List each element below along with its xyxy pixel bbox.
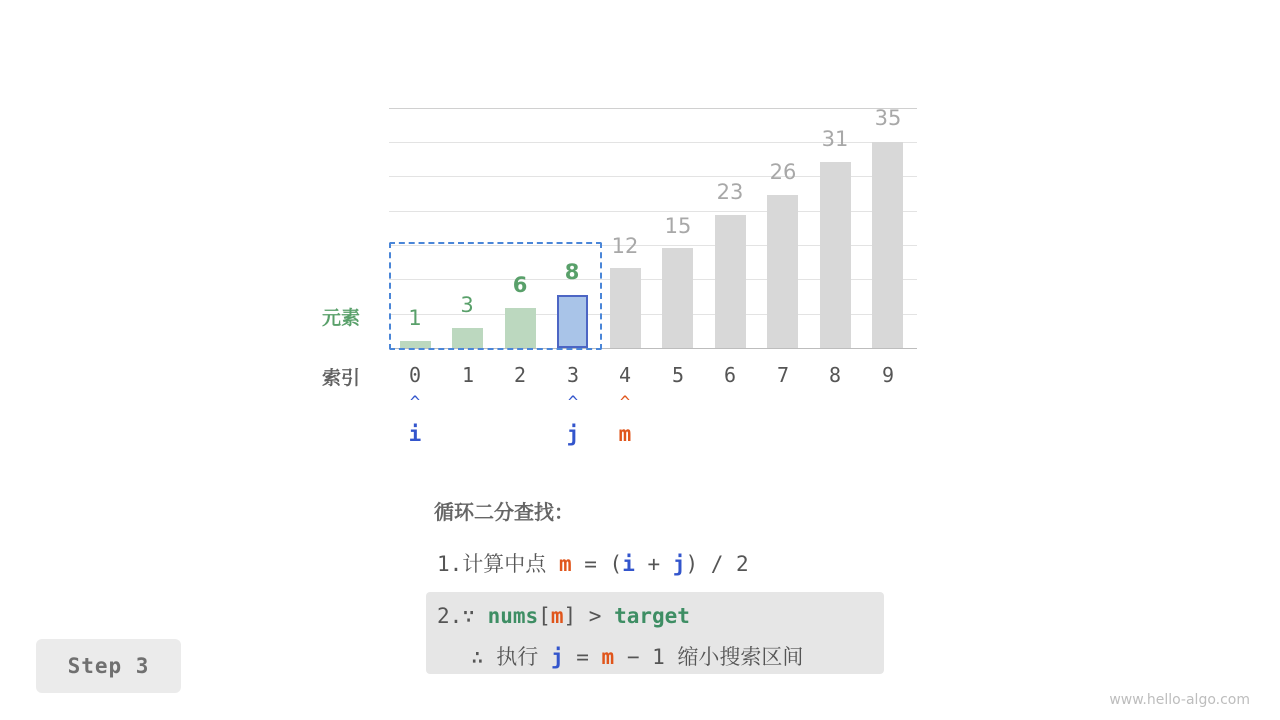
target-identifier: target: [614, 604, 690, 628]
bar-6: [715, 215, 746, 348]
bar-value-9: 35: [874, 106, 902, 130]
bar-8: [820, 162, 851, 348]
pointer-label-i: i: [408, 422, 422, 446]
step-1-number: 1.: [437, 552, 463, 576]
index-tick-9: 9: [881, 363, 895, 387]
therefore-symbol: ∴: [471, 645, 497, 669]
index-axis-label: 索引: [322, 367, 361, 389]
var-j: j: [550, 645, 564, 669]
watermark: www.hello-algo.com: [1109, 692, 1250, 708]
bar-chart: [389, 108, 917, 348]
comparison-operator: >: [576, 604, 615, 628]
nums-identifier: nums: [487, 604, 539, 628]
bar-value-6: 23: [716, 180, 744, 204]
step-1-text-a: 计算中点: [462, 552, 559, 576]
bar-5: [662, 248, 693, 348]
pointer-label-m: m: [618, 422, 632, 446]
bar-value-4: 12: [611, 234, 639, 258]
var-m: m: [550, 604, 564, 628]
step-1-text-c: ) / 2: [685, 552, 749, 576]
bar-value-1: 3: [460, 293, 474, 317]
assign-operator: =: [563, 645, 602, 669]
bracket-open: [: [538, 604, 551, 628]
because-symbol: ∵: [462, 604, 488, 628]
bar-9: [872, 142, 903, 348]
pointer-caret-i: ^: [409, 393, 421, 413]
bar-value-0: 1: [408, 306, 422, 330]
index-tick-3: 3: [566, 363, 580, 387]
bar-value-3: 8: [564, 260, 580, 284]
pointer-label-j: j: [566, 422, 580, 446]
index-tick-2: 2: [513, 363, 527, 387]
step-2-line-1: [437, 604, 690, 628]
pointer-caret-m: ^: [619, 393, 631, 413]
step-1-text-b: = (: [571, 552, 623, 576]
bar-7: [767, 195, 798, 348]
bar-value-8: 31: [821, 127, 849, 151]
shrink-range-text: 缩小搜索区间: [677, 645, 804, 669]
bar-value-5: 15: [664, 214, 692, 238]
gridline: [389, 108, 917, 109]
minus-one: − 1: [614, 645, 678, 669]
bar-4: [610, 268, 641, 348]
step-2-number: 2.: [437, 604, 463, 628]
pointer-caret-j: ^: [567, 393, 579, 413]
index-tick-5: 5: [671, 363, 685, 387]
index-tick-1: 1: [461, 363, 475, 387]
step-2-line-2: [471, 641, 803, 671]
var-m: m: [601, 645, 615, 669]
index-tick-6: 6: [723, 363, 737, 387]
caption-title: 循环二分查找：: [434, 500, 574, 524]
bar-value-2: 6: [512, 273, 528, 297]
step-1-line: [437, 548, 749, 578]
index-tick-7: 7: [776, 363, 790, 387]
var-m: m: [558, 552, 572, 576]
index-tick-4: 4: [618, 363, 632, 387]
index-tick-8: 8: [828, 363, 842, 387]
bracket-close: ]: [563, 604, 577, 628]
step-badge: Step 3: [36, 639, 181, 693]
var-i: i: [622, 552, 635, 576]
index-tick-0: 0: [408, 363, 422, 387]
var-j: j: [672, 552, 686, 576]
bar-value-7: 26: [769, 160, 797, 184]
step-1-plus: +: [634, 552, 673, 576]
exec-text: 执行: [496, 645, 551, 669]
elements-axis-label: 元素: [322, 307, 361, 329]
